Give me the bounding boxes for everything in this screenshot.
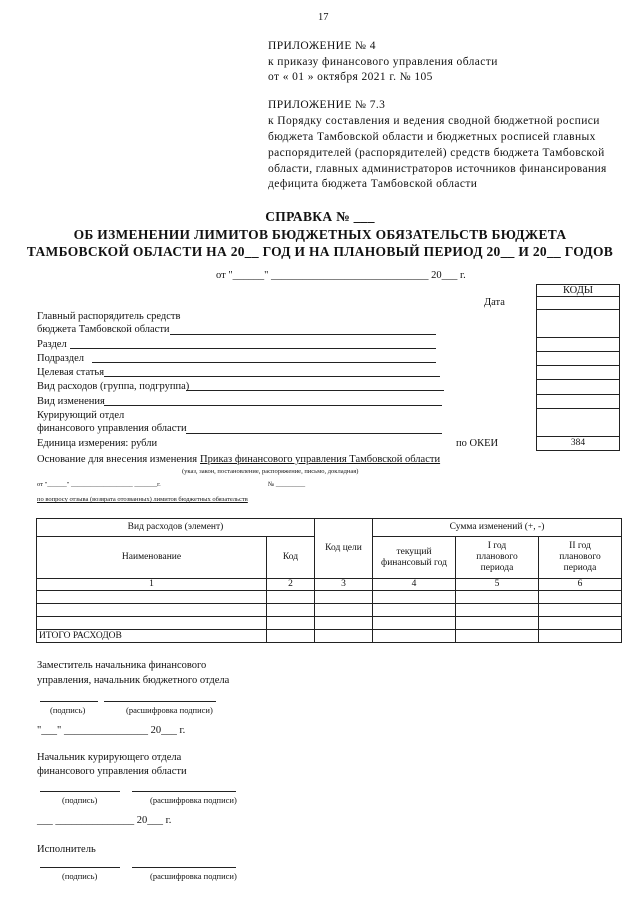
okei-label: по ОКЕИ: [456, 438, 499, 449]
curator-head-title: финансового управления области: [37, 766, 187, 777]
name-header: Наименование: [37, 537, 267, 579]
change-type-label: Вид изменения: [37, 396, 105, 407]
column-number: 1: [37, 579, 267, 591]
signature-line: [40, 701, 98, 702]
column-numbers-row: [37, 579, 622, 591]
signature-date: "___" ________________ 20___ г.: [37, 725, 186, 736]
column-number: 3: [315, 579, 373, 591]
appendix-order-date: от « 01 » октября 2021 г. № 105: [268, 71, 433, 83]
expense-type-field: [186, 390, 444, 391]
signature-date: ___ _______________ 20___ г.: [37, 815, 172, 826]
date-line: от "______" ______________________________ 20___ г.: [216, 270, 466, 281]
column-number: 6: [539, 579, 622, 591]
basis-label: Основание для внесения изменения: [37, 454, 198, 465]
code-cell: [536, 352, 620, 366]
basis-hint: (указ, закон, постановление, распоряжение, письмо, докладная): [182, 468, 359, 475]
table-row: [37, 617, 622, 630]
signature-caption: (подпись): [62, 871, 98, 881]
subsection-field: [92, 362, 436, 363]
curator-field: [186, 433, 442, 434]
appendix2-title: ПРИЛОЖЕНИЕ № 7.3: [268, 99, 386, 111]
code-cell: [536, 395, 620, 409]
basis-number: № _________: [268, 481, 306, 488]
basis-date: от "______" ___________________ _______г.: [37, 481, 161, 488]
code-cell: [536, 310, 620, 338]
basis-value: Приказ финансового управления Тамбовской области: [200, 454, 441, 465]
deputy-title: Заместитель начальника финансового: [37, 660, 207, 671]
code-cell: [536, 409, 620, 437]
date-label: Дата: [484, 297, 505, 308]
signature-line: [40, 791, 120, 792]
signature-caption: (подпись): [62, 795, 98, 805]
appendix-title: ПРИЛОЖЕНИЕ № 4: [268, 40, 376, 52]
deputy-title: управления, начальник бюджетного отдела: [37, 675, 230, 686]
main-manager-label: бюджета Тамбовской области: [37, 324, 170, 335]
page-number: 17: [318, 12, 329, 23]
signature-decode-caption: (расшифровка подписи): [150, 871, 237, 881]
document-title: СПРАВКА № ___: [265, 209, 375, 224]
table-row: [37, 591, 622, 604]
curator-head-title: Начальник курирующего отдела: [37, 752, 182, 763]
code-cell: [536, 338, 620, 352]
target-item-label: Целевая статья: [37, 367, 105, 378]
document-subtitle: ТАМБОВСКОЙ ОБЛАСТИ НА 20__ ГОД И НА ПЛАНОВЫЙ ПЕРИОД 20__ И 20__ ГОДОВ: [26, 244, 614, 259]
appendix2-line: области, главных администраторов источников финансирования: [268, 163, 607, 175]
total-label: ИТОГО РАСХОДОВ: [37, 630, 267, 643]
year2-header: II год планового периода: [539, 537, 622, 579]
document-subtitle: ОБ ИЗМЕНЕНИИ ЛИМИТОВ БЮДЖЕТНЫХ ОБЯЗАТЕЛЬСТВ БЮДЖЕТА: [73, 227, 567, 242]
appendix2-line: распорядителей (распорядителей) средств бюджета Тамбовской: [268, 147, 605, 159]
signature-decode-line: [104, 701, 216, 702]
current-year-header: текущий финансовый год: [373, 537, 456, 579]
signature-decode-line: [132, 867, 236, 868]
code-cell: [536, 380, 620, 395]
year1-header: I год планового периода: [456, 537, 539, 579]
recall-note: по вопросу отзыва (возврата отозванных) лимитов бюджетных обязательств: [37, 496, 248, 503]
appendix2-line: к Порядку составления и ведения сводной бюджетной росписи: [268, 115, 600, 127]
code-cell: [536, 366, 620, 380]
appendix-order-ref: к приказу финансового управления области: [268, 56, 498, 68]
signature-caption: (подпись): [50, 705, 86, 715]
okei-code: 384: [536, 437, 620, 451]
sum-header: Сумма изменений (+, -): [373, 519, 622, 537]
executor-title: Исполнитель: [37, 844, 96, 855]
signature-decode-caption: (расшифровка подписи): [150, 795, 237, 805]
curator-label: Курирующий отдел: [37, 410, 125, 421]
curator-label: финансового управления области: [37, 423, 187, 434]
column-number: 5: [456, 579, 539, 591]
signature-decode-caption: (расшифровка подписи): [126, 705, 213, 715]
signature-line: [40, 867, 120, 868]
column-number: 4: [373, 579, 456, 591]
signature-decode-line: [132, 791, 236, 792]
total-row: [37, 630, 622, 643]
codes-header: КОДЫ: [536, 284, 620, 297]
expense-kind-header: Вид расходов (элемент): [37, 519, 315, 537]
column-number: 2: [267, 579, 315, 591]
subsection-label: Подраздел: [37, 353, 84, 364]
code-header: Код: [267, 537, 315, 579]
unit-label: Единица измерения: рубли: [37, 438, 158, 449]
appendix2-line: бюджета Тамбовской области и бюджетных росписей главных: [268, 131, 596, 143]
expense-type-label: Вид расходов (группа, подгруппа): [37, 381, 190, 392]
appendix2-line: дефицита бюджета Тамбовской области: [268, 178, 478, 190]
section-field: [70, 348, 436, 349]
change-type-field: [104, 405, 442, 406]
target-item-field: [104, 376, 440, 377]
changes-table: [36, 518, 622, 643]
table-row: [37, 604, 622, 617]
main-manager-field: [170, 334, 436, 335]
section-label: Раздел: [37, 339, 67, 350]
main-manager-label: Главный распорядитель средств: [37, 311, 181, 322]
target-code-header: Код цели: [315, 519, 373, 579]
code-cell: [536, 297, 620, 310]
